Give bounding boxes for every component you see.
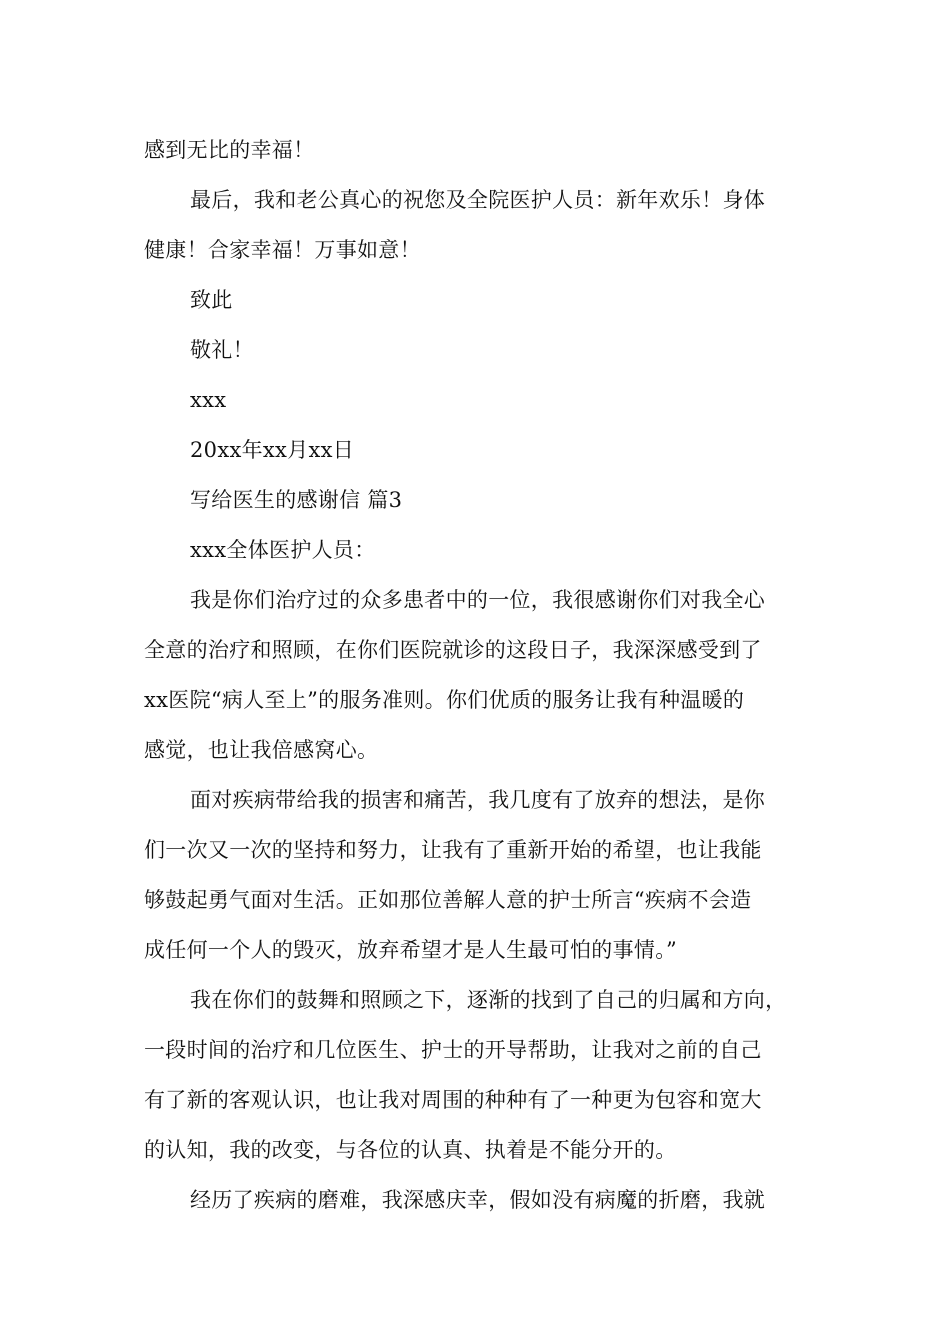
text-line-15: 们一次又一次的坚持和努力，让我有了重新开始的希望，也让我能	[144, 838, 762, 862]
closing-salutation: 致此	[190, 288, 233, 312]
letter-salutation: xxx全体医护人员：	[190, 538, 376, 562]
text-line-18: 我在你们的鼓舞和照顾之下，逐渐的找到了自己的归属和方向，	[190, 988, 787, 1012]
text-line-14: 面对疾病带给我的损害和痛苦，我几度有了放弃的想法，是你	[190, 788, 766, 812]
signature-name: xxx	[190, 388, 227, 412]
text-line-1: 感到无比的幸福！	[144, 138, 315, 162]
text-line-16: 够鼓起勇气面对生活。正如那位善解人意的护士所言“疾病不会造	[144, 888, 752, 912]
signature-date: 20xx年xx月xx日	[190, 438, 355, 462]
closing-regards: 敬礼！	[190, 338, 254, 362]
text-line-3: 健康！合家幸福！万事如意！	[144, 238, 421, 262]
text-line-21: 的认知，我的改变，与各位的认真、执着是不能分开的。	[144, 1138, 677, 1162]
text-line-13: 感觉，也让我倍感窝心。	[144, 738, 379, 762]
text-line-10: 我是你们治疗过的众多患者中的一位，我很感谢你们对我全心	[190, 588, 766, 612]
text-line-11: 全意的治疗和照顾，在你们医院就诊的这段日子，我深深感受到了	[144, 638, 762, 662]
text-line-22: 经历了疾病的磨难，我深感庆幸，假如没有病魔的折磨，我就	[190, 1188, 766, 1212]
section-title: 写给医生的感谢信 篇3	[190, 488, 403, 512]
text-line-12: xx医院“病人至上”的服务准则。你们优质的服务让我有种温暖的	[144, 688, 745, 712]
text-line-17: 成任何一个人的毁灭，放弃希望才是人生最可怕的事情。”	[144, 938, 678, 962]
text-line-2: 最后，我和老公真心的祝您及全院医护人员：新年欢乐！身体	[190, 188, 766, 212]
text-line-20: 有了新的客观认识，也让我对周围的种种有了一种更为包容和宽大	[144, 1088, 762, 1112]
text-line-19: 一段时间的治疗和几位医生、护士的开导帮助，让我对之前的自己	[144, 1038, 762, 1062]
